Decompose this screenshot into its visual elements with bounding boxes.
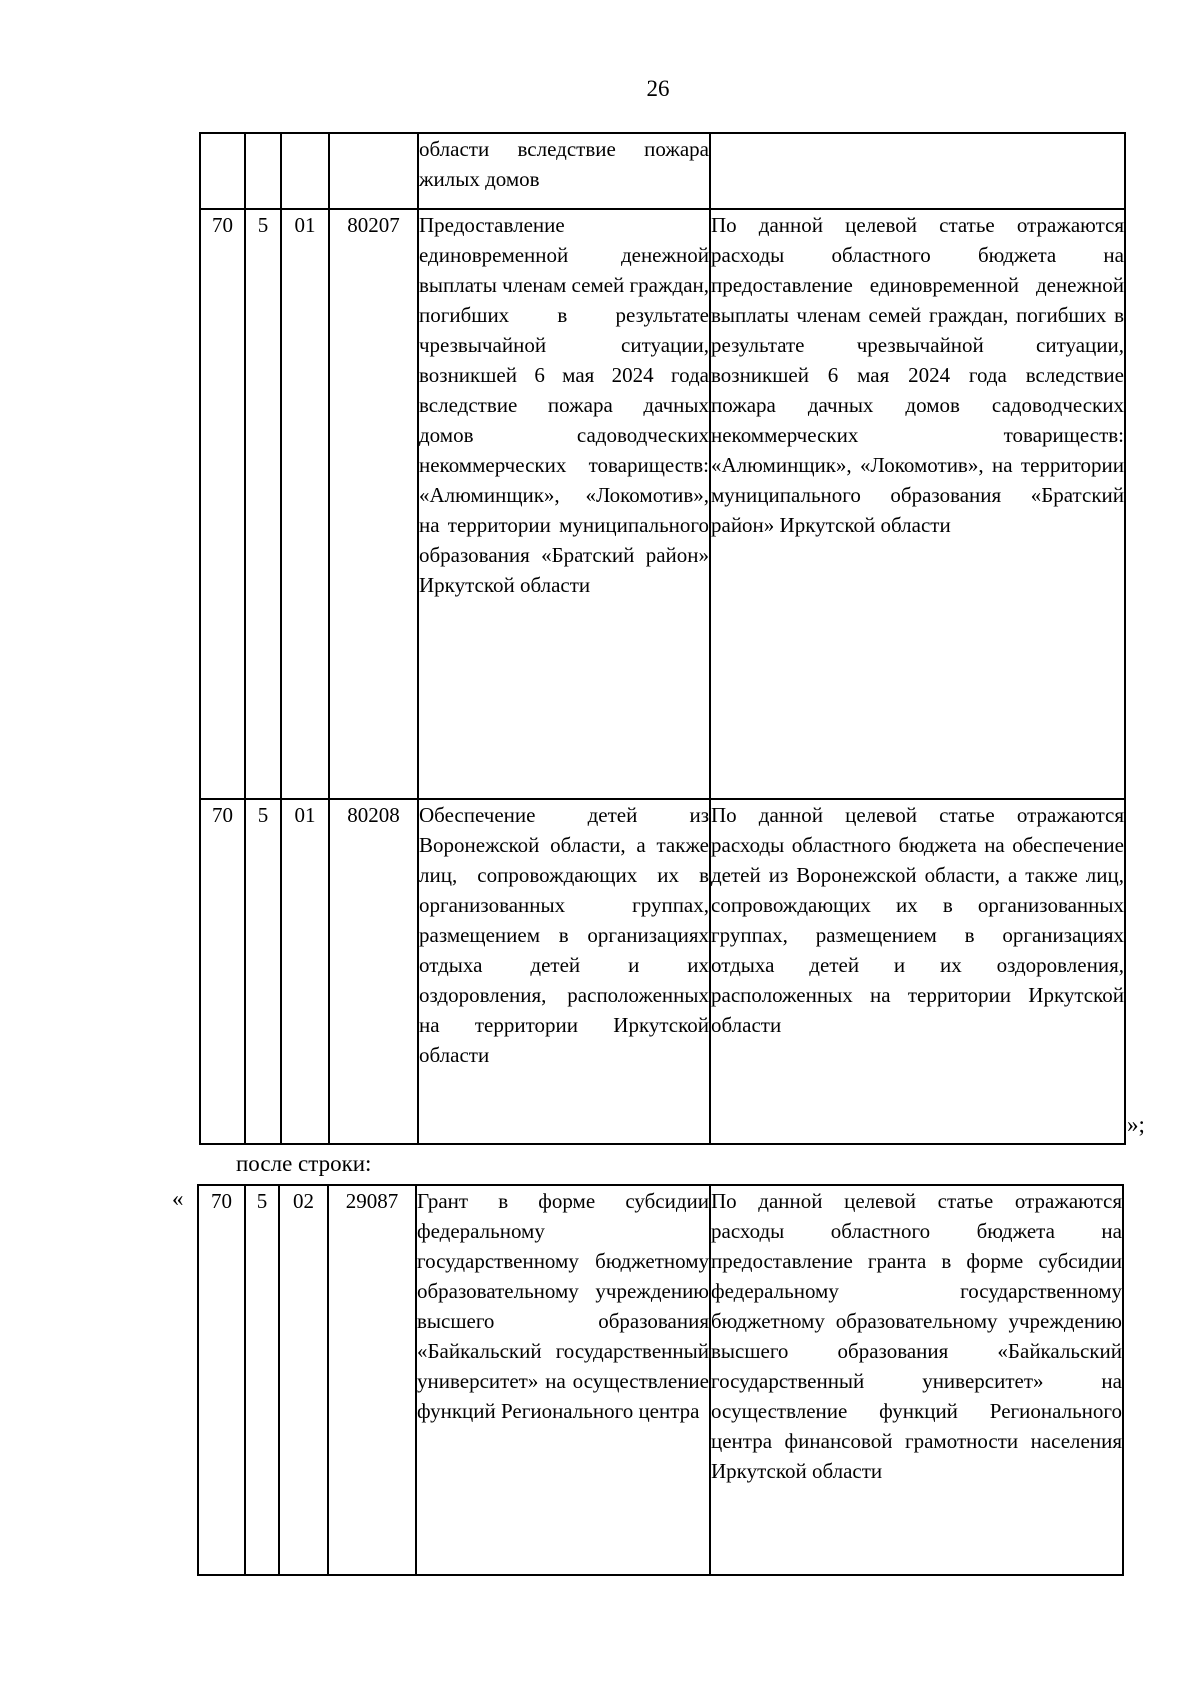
- code-cell: 5: [245, 799, 281, 1144]
- code-cell: 70: [200, 799, 245, 1144]
- code-cell: 29087: [328, 1185, 416, 1575]
- item-name: Грант в форме субсидии федеральному государственному бюджетному образовательному учреждению высшего образования «Байкальский государственный университет» на осуществление функций Регионального центра: [416, 1185, 710, 1575]
- code-cell: [329, 133, 418, 209]
- code-cell: 5: [245, 209, 281, 799]
- item-description: По данной целевой статье отражаются расходы областного бюджета на предоставление единовременной денежной выплаты членам семей граждан, погибших в результате чрезвычайной ситуации, возникшей 6 мая 2024 года вследствие пожара дачных домов садоводческих некоммерческих товариществ: «Алюминщик», «Локомотив», на территории муниципального образования «Братский район» Иркутской области: [710, 209, 1125, 799]
- item-description: По данной целевой статье отражаются расходы областного бюджета на обеспечение детей из Воронежской области, а также лиц, сопровождающих их в организованных группах, размещением в организациях отдыха детей и их оздоровления, расположенных на территории Иркутской области: [710, 799, 1125, 1144]
- item-description: По данной целевой статье отражаются расходы областного бюджета на предоставление гранта в форме субсидии федеральному государственному бюджетному образовательному учреждению высшего образования «Байкальский государственный университет» на осуществление функций Регионального центра финансовой грамотности населения Иркутской области: [710, 1185, 1123, 1575]
- item-name: области вследствие пожара жилых домов: [418, 133, 710, 209]
- table-row: [198, 1185, 1123, 1575]
- item-name: Предоставление единовременной денежной выплаты членам семей граждан, погибших в результате чрезвычайной ситуации, возникшей 6 мая 2024 года вследствие пожара дачных домов садоводческих некоммерческих товариществ: «Алюминщик», «Локомотив», на территории муниципального образования «Братский район» Иркутской области: [418, 209, 710, 799]
- closing-quote: »;: [1127, 1112, 1145, 1137]
- opening-quote: «: [172, 1186, 184, 1211]
- code-cell: 5: [245, 1185, 279, 1575]
- code-cell: 70: [200, 209, 245, 799]
- page-number: 26: [646, 76, 670, 101]
- code-cell: 01: [281, 799, 329, 1144]
- code-cell: [281, 133, 329, 209]
- code-cell: [200, 133, 245, 209]
- after-row-label: после строки:: [236, 1151, 372, 1176]
- code-cell: 02: [279, 1185, 328, 1575]
- budget-table-bottom: [197, 1184, 1124, 1576]
- table-row: [200, 799, 1125, 1144]
- item-description: [710, 133, 1125, 209]
- code-cell: 80207: [329, 209, 418, 799]
- item-name: Обеспечение детей из Воронежской области, а также лиц, сопровождающих их в организованных группах, размещением в организациях отдыха детей и их оздоровления, расположенных на территории Иркутской области: [418, 799, 710, 1144]
- code-cell: [245, 133, 281, 209]
- code-cell: 70: [198, 1185, 245, 1575]
- code-cell: 01: [281, 209, 329, 799]
- table-row: [200, 133, 1125, 209]
- code-cell: 80208: [329, 799, 418, 1144]
- table-row: [200, 209, 1125, 799]
- budget-table-top: [199, 132, 1126, 1145]
